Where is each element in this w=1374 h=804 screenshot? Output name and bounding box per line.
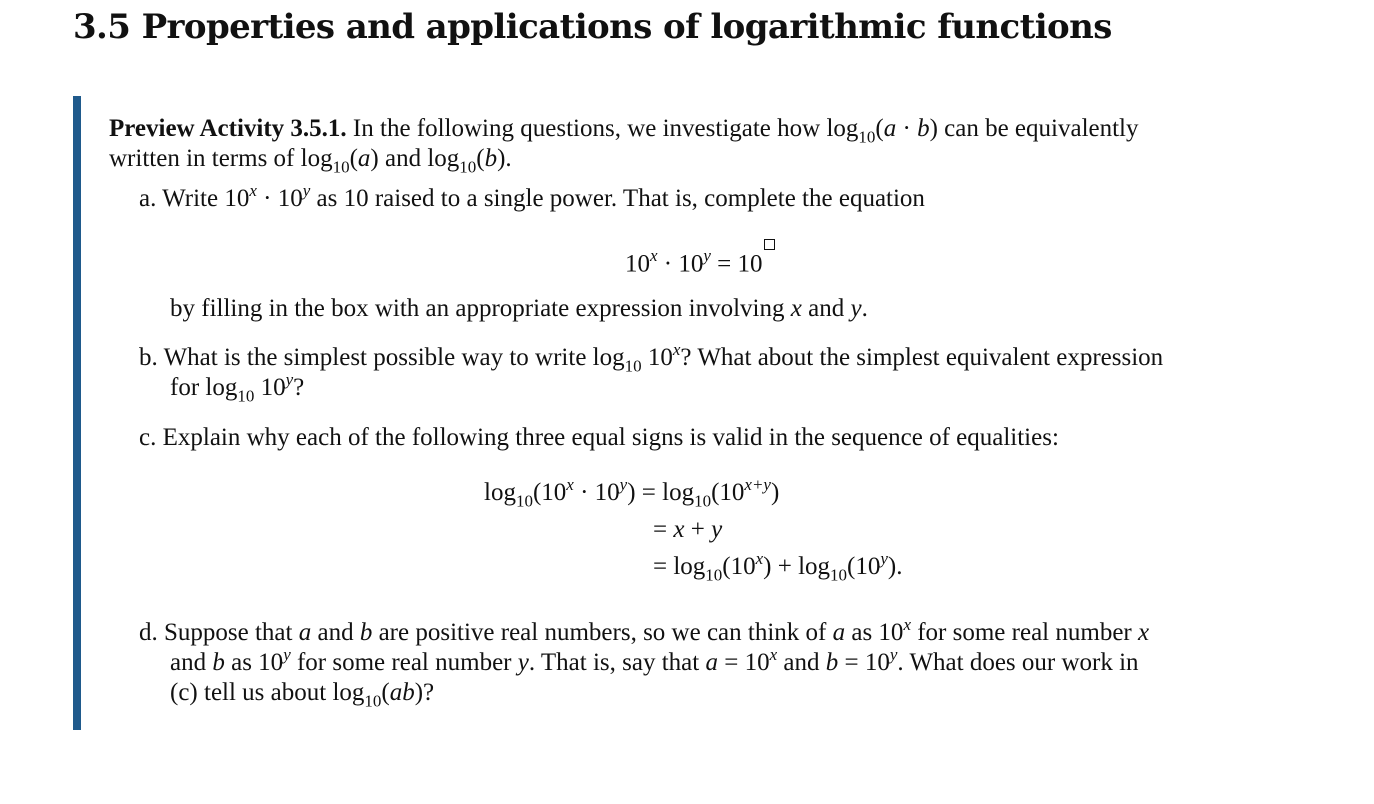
part-d-marker: d. — [139, 619, 158, 646]
part-c-question: c. Explain why each of the following three equal signs is valid in the sequence of equalities: — [139, 424, 1059, 451]
activity-intro-line-1: Preview Activity 3.5.1. In the following questions, we investigate how $\log_{10}(a \cdot b)$ can be equivalently — [109, 115, 1139, 147]
activity-intro-text-end: can be equivalently — [944, 115, 1139, 142]
part-a-equation: $10^x \cdot 10^y = 10$ — [625, 239, 775, 279]
part-c-marker: c. — [139, 424, 157, 451]
part-d-question-line-3: (c) tell us about $\log_{10}(ab)$? — [170, 679, 435, 711]
part-d-question-line-1: d. Suppose that a and b are positive real numbers, so we can think of a as 10$^x$ for some real number x — [139, 614, 1150, 646]
equality-line-2: = x + y — [653, 516, 723, 543]
activity-intro-line-2: written in terms of $\log_{10}(a)$ and $\log_{10}(b)$. — [109, 145, 512, 177]
part-a-question: a. Write $10^x \cdot 10^y$ as 10 raised to a single power. That is, complete the equation — [139, 180, 925, 212]
answer-box — [764, 239, 775, 250]
activity-intro-text: In the following questions, we investigate how log — [352, 115, 859, 142]
activity-accent-bar — [73, 96, 81, 730]
part-d-question-line-2: and b as 10$^y$ for some real number y. That is, say that $a = 10^x$ and $b = 10^y$. What does our work in — [170, 644, 1139, 676]
equality-line-3: = $\log_{10}(10^x) + \log_{10}(10^y)$. — [653, 548, 903, 585]
part-b-question-line-1: b. What is the simplest possible way to write $\log_{10} 10^x$? What about the simplest equivalent expression — [139, 339, 1164, 376]
equality-sequence — [0, 475, 1374, 585]
part-a-followup: by filling in the box with an appropriate expression involving x and y. — [170, 295, 868, 322]
equality-line-1: $\log_{10}(10^x \cdot 10^y) = \log_{10}(10^{x+y})$ — [484, 474, 780, 511]
part-b-question-line-2: for $\log_{10} 10^y$? — [170, 369, 305, 406]
part-a-marker: a. — [139, 185, 157, 212]
section-title: 3.5 Properties and applications of logarithmic functions — [73, 7, 1112, 47]
part-b-marker: b. — [139, 344, 158, 371]
activity-label: Preview Activity 3.5.1. — [109, 115, 347, 142]
